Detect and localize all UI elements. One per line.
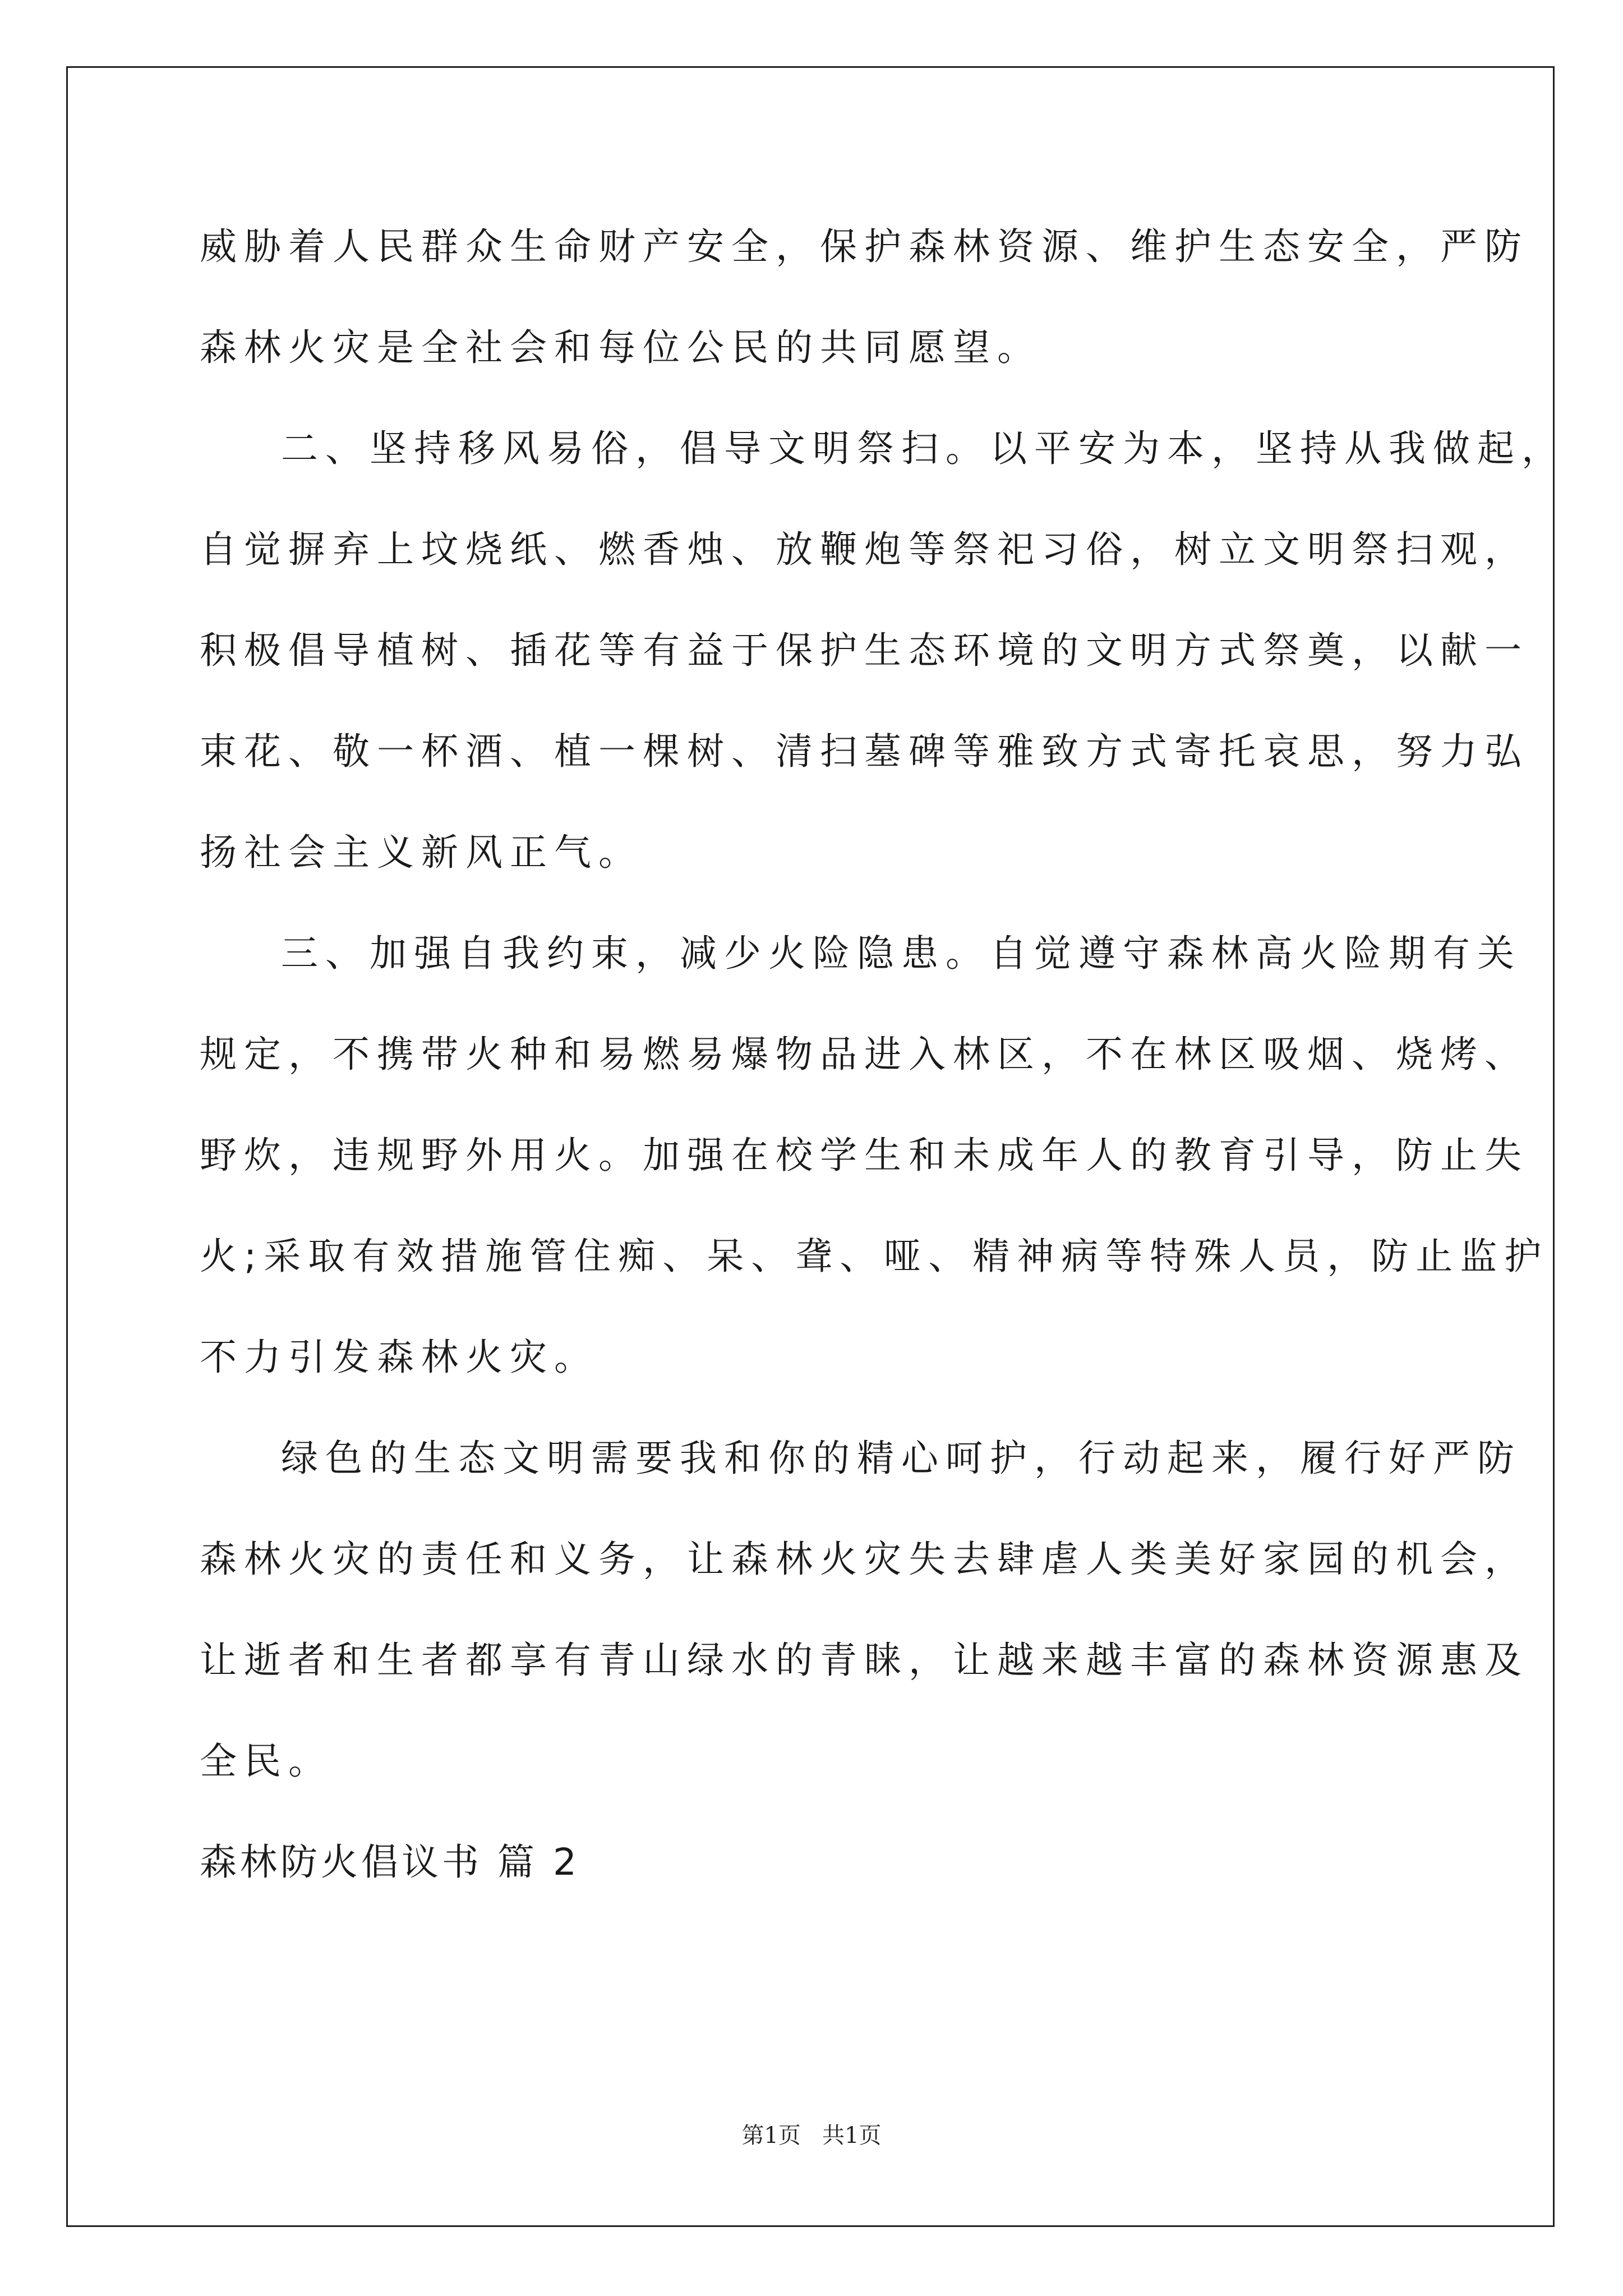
paragraph [200,1408,1529,1812]
text-line: 自觉摒弃上坟烧纸、燃香烛、放鞭炮等祭祀习俗，树立文明祭扫观， [200,528,1529,571]
text-line: 威胁着人民群众生命财产安全，保护森林资源、维护生态安全，严防 [200,225,1529,268]
text-line: 不力引发森林火灾。 [200,1336,598,1379]
text-line: 二、坚持移风易俗，倡导文明祭扫。以平安为本，坚持从我做起， [281,427,1566,470]
text-line: 让逝者和生者都享有青山绿水的青睐，让越来越丰富的森林资源惠及 [200,1639,1529,1682]
text-line: 扬社会主义新风正气。 [200,831,643,874]
section-title: 森林防火倡议书 篇 2 [200,1841,580,1884]
text-line: 规定，不携带火种和易燃易爆物品进入林区，不在林区吸烟、烧烤、 [200,1033,1529,1076]
text-line: 森林火灾的责任和义务，让森林火灾失去肆虐人类美好家园的机会， [200,1538,1529,1581]
text-line: 火;采取有效措施管住痴、呆、聋、哑、精神病等特殊人员，防止监护 [200,1235,1549,1278]
paragraph [200,196,1529,398]
document-body [200,196,1566,1913]
text-line: 全民。 [200,1740,333,1783]
text-line: 绿色的生态文明需要我和你的精心呵护，行动起来，履行好严防 [281,1437,1521,1480]
text-line: 束花、敬一杯酒、植一棵树、清扫墓碑等雅致方式寄托哀思，努力弘 [200,730,1529,773]
paragraph [200,398,1566,903]
paragraph [200,903,1549,1408]
page-number-footer: 第1页 共1页 [741,2123,882,2148]
text-line: 积极倡导植树、插花等有益于保护生态环境的文明方式祭奠，以献一 [200,629,1529,672]
text-line: 三、加强自我约束，减少火险隐患。自觉遵守森林高火险期有关 [281,932,1521,975]
text-line: 森林火灾是全社会和每位公民的共同愿望。 [200,326,1041,369]
text-line: 野炊，违规野外用火。加强在校学生和未成年人的教育引导，防止失 [200,1134,1529,1177]
